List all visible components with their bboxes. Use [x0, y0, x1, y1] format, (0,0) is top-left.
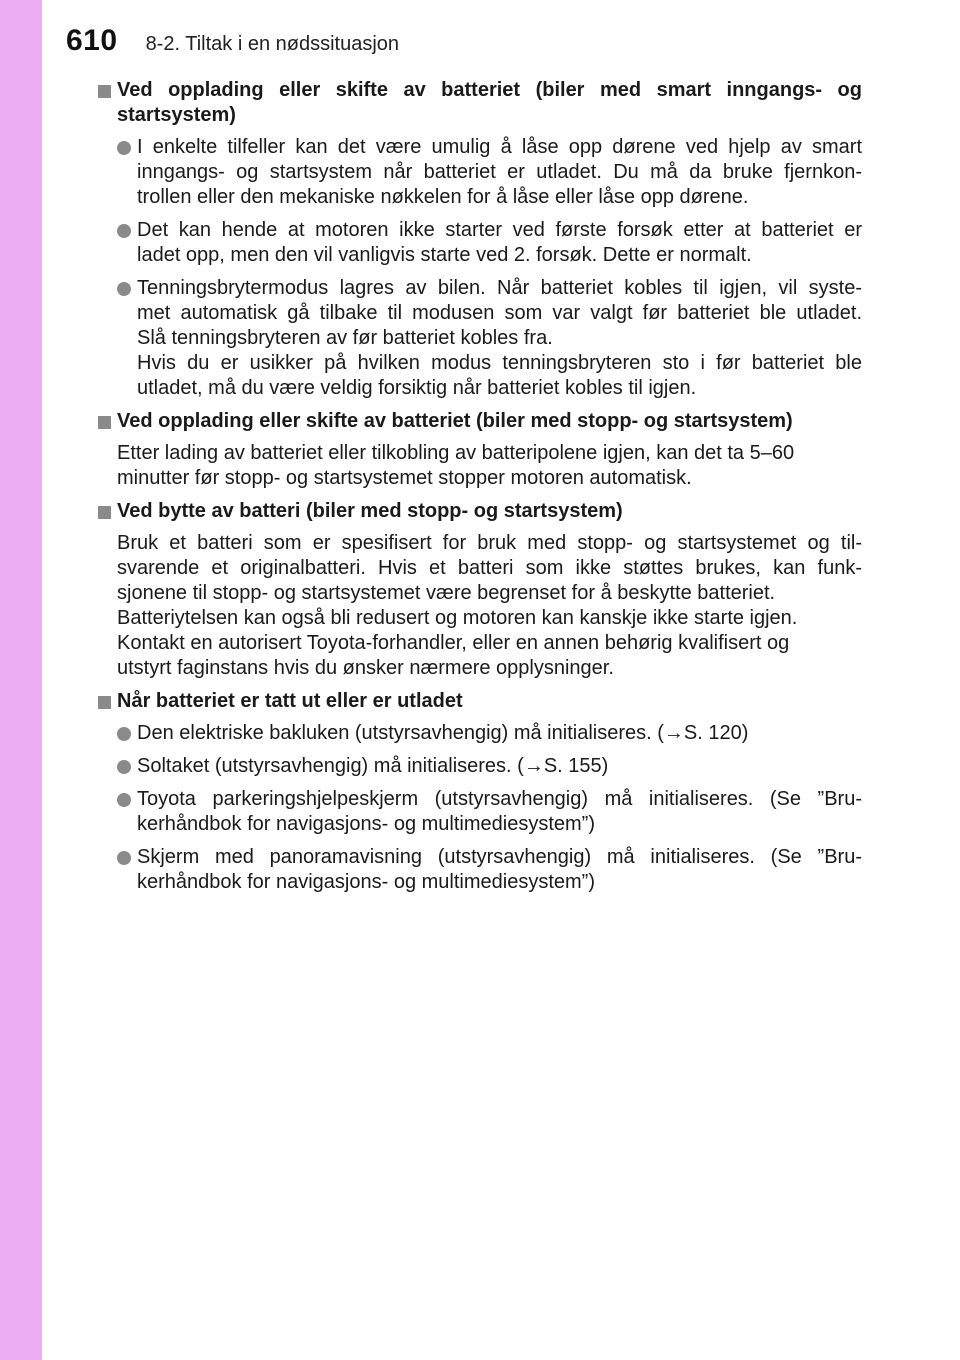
- page-header: [66, 24, 399, 64]
- section-heading: [96, 409, 862, 434]
- text-line: sjonene til stopp- og startsystemet være begrenset for å beskytte batteriet.: [117, 582, 776, 604]
- text-line: minutter før stopp- og startsystemet stopper motoren automatisk.: [117, 467, 692, 489]
- text-line: ladet opp, men den vil vanligvis starte ved 2. forsøk. Dette er normalt.: [137, 244, 752, 266]
- heading-line: startsystem): [117, 104, 236, 126]
- square-bullet-icon: [98, 506, 111, 519]
- heading-line: Ved opplading eller skifte av batteriet (biler med smart inngangs- og: [117, 79, 862, 101]
- heading-line: Når batteriet er tatt ut eller er utladet: [117, 690, 463, 712]
- chapter-color-strip: [0, 0, 42, 1360]
- text-line: Etter lading av batteriet eller tilkobling av batteripolene igjen, kan det ta 5–60: [117, 442, 795, 464]
- text-line: utstyrt faginstans hvis du ønsker nærmere opplysninger.: [117, 657, 614, 679]
- text-line: kerhåndbok for navigasjons- og multimediesystem”): [137, 813, 595, 835]
- text-line: I enkelte tilfeller kan det være umulig å låse opp dørene ved hjelp av smart: [137, 136, 862, 158]
- round-bullet-icon: [117, 224, 131, 238]
- paragraph: [96, 531, 862, 681]
- list-item: [96, 787, 862, 837]
- list-item: [96, 754, 862, 779]
- list-item: [96, 135, 862, 210]
- text-line: Kontakt en autorisert Toyota-forhandler, eller en annen behørig kvalifisert og: [117, 632, 790, 654]
- square-bullet-icon: [98, 416, 111, 429]
- text-line: Bruk et batteri som er spesifisert for bruk med stopp- og startsystemet og til-: [117, 532, 862, 554]
- heading-line: Ved bytte av batteri (biler med stopp- og startsystem): [117, 500, 623, 522]
- text-line: kerhåndbok for navigasjons- og multimediesystem”): [137, 871, 595, 893]
- list-item: [96, 276, 862, 401]
- text-line: trollen eller den mekaniske nøkkelen for å låse eller låse opp dørene.: [137, 186, 749, 208]
- text-line: inngangs- og startsystem når batteriet er utladet. Du må da bruke fjernkon-: [137, 161, 862, 183]
- section-heading: [96, 78, 862, 128]
- heading-line: Ved opplading eller skifte av batteriet (biler med stopp- og startsystem): [117, 410, 793, 432]
- text-line: Den elektriske bakluken (utstyrsavhengig) må initialiseres. (→S. 120): [137, 722, 749, 744]
- page-content: [96, 78, 862, 903]
- square-bullet-icon: [98, 85, 111, 98]
- text-line: met automatisk gå tilbake til modusen som var valgt før batteriet ble utladet.: [137, 302, 862, 324]
- list-item: [96, 218, 862, 268]
- round-bullet-icon: [117, 851, 131, 865]
- text-line: Slå tenningsbryteren av før batteriet kobles fra.: [137, 327, 553, 349]
- text-line: utladet, må du være veldig forsiktig når batteriet kobles til igjen.: [137, 377, 697, 399]
- square-bullet-icon: [98, 696, 111, 709]
- text-line: Hvis du er usikker på hvilken modus tenningsbryteren sto i før batteriet ble: [137, 352, 862, 374]
- round-bullet-icon: [117, 727, 131, 741]
- paragraph: [96, 441, 862, 491]
- text-line: Soltaket (utstyrsavhengig) må initialiseres. (→S. 155): [137, 755, 609, 777]
- list-item: [96, 721, 862, 746]
- text-line: svarende et originalbatteri. Hvis et batteri som ikke støttes brukes, kan funk-: [117, 557, 862, 579]
- section-title: 8-2. Tiltak i en nødssituasjon: [145, 33, 400, 55]
- round-bullet-icon: [117, 141, 131, 155]
- section-heading: [96, 499, 862, 524]
- round-bullet-icon: [117, 793, 131, 807]
- text-line: Toyota parkeringshjelpeskjerm (utstyrsavhengig) må initialiseres. (Se ”Bru-: [137, 788, 862, 810]
- round-bullet-icon: [117, 760, 131, 774]
- list-item: [96, 845, 862, 895]
- section-heading: [96, 689, 862, 714]
- text-line: Skjerm med panoramavisning (utstyrsavhengig) må initialiseres. (Se ”Bru-: [137, 846, 862, 868]
- round-bullet-icon: [117, 282, 131, 296]
- page-number: 610: [66, 24, 118, 57]
- text-line: Batteriytelsen kan også bli redusert og motoren kan kanskje ikke starte igjen.: [117, 607, 798, 629]
- text-line: Det kan hende at motoren ikke starter ved første forsøk etter at batteriet er: [137, 219, 862, 241]
- text-line: Tenningsbrytermodus lagres av bilen. Når batteriet kobles til igjen, vil syste-: [137, 277, 862, 299]
